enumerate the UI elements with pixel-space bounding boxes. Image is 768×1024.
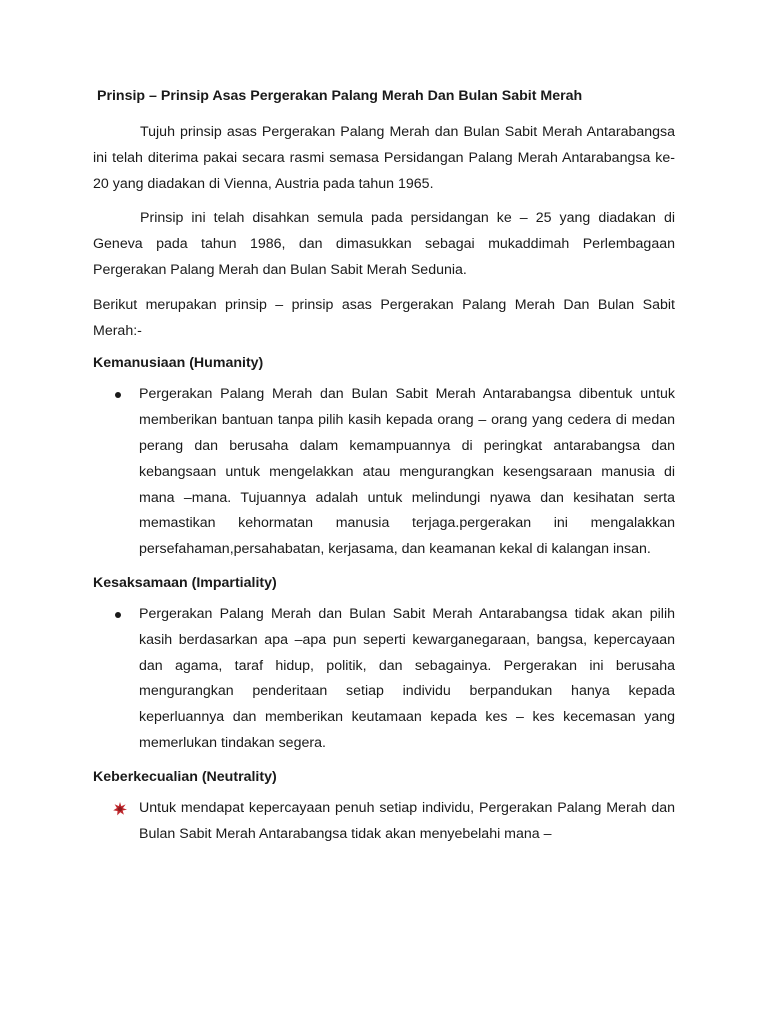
list-item-humanity xyxy=(93,382,675,563)
section-heading-impartiality: Kesaksamaan (Impartiality) xyxy=(93,574,277,591)
bullet-dot-icon xyxy=(115,392,121,398)
lead-in-block xyxy=(93,293,675,345)
intro-paragraph-1: Tujuh prinsip asas Pergerakan Palang Merah dan Bulan Sabit Merah Antarabangsa ini telah diterima pakai secara rasmi semasa Persidangan Palang Merah Antarabangsa ke- 20 yang diadakan di Vienna, Austria pada tahun 1965. xyxy=(93,124,675,192)
intro-paragraph-1-block xyxy=(93,120,675,197)
list-item-text: Untuk mendapat kepercayaan penuh setiap individu, Pergerakan Palang Merah dan Bulan Sabit Merah Antarabangsa tidak akan menyebelahi mana – xyxy=(139,799,675,842)
red-starburst-bullet-icon xyxy=(113,802,127,816)
document-title: Prinsip – Prinsip Asas Pergerakan Palang Merah Dan Bulan Sabit Merah xyxy=(97,88,583,104)
document-body xyxy=(93,86,675,857)
bullet-dot-icon xyxy=(115,612,121,618)
intro-paragraph-2-block xyxy=(93,206,675,283)
lead-in-paragraph: Berikut merupakan prinsip – prinsip asas Pergerakan Palang Merah Dan Bulan Sabit Merah:- xyxy=(93,296,675,339)
section-heading-neutrality: Keberkecualian (Neutrality) xyxy=(93,768,277,785)
list-item-text: Pergerakan Palang Merah dan Bulan Sabit Merah Antarabangsa dibentuk untuk memberikan bantuan tanpa pilih kasih kepada orang – orang yang cedera di medan perang dan berusaha dalam kemampuannya di peringkat antarabangsa dan kebangsaan untuk mengelakkan atau mengurangkan kesengsaraan manusia di mana –mana. Tujuannya adalah untuk melindungi nyawa dan kesihatan serta memastikan kehormatan manusia terjaga.pergerakan ini mengalakkan persefahaman,persahabatan, kerjasama, dan keamanan kekal di kalangan insan. xyxy=(139,386,675,558)
list-item-neutrality xyxy=(93,796,675,848)
section-heading-humanity: Kemanusiaan (Humanity) xyxy=(93,355,264,372)
list-item-impartiality xyxy=(93,602,675,757)
list-item-text: Pergerakan Palang Merah dan Bulan Sabit Merah Antarabangsa tidak akan pilih kasih berdasarkan apa –apa pun seperti kewarganegaraan, bangsa, kepercayaan dan agama, taraf hidup, politik, dan sebagainya. Pergerakan ini berusaha mengurangkan penderitaan setiap individu berpandukan hanya kepada keperluannya dan memberikan keutamaan kepada kes – kes kecemasan yang memerlukan tindakan segera. xyxy=(139,605,675,751)
intro-paragraph-2: Prinsip ini telah disahkan semula pada persidangan ke – 25 yang diadakan di Geneva pada tahun 1986, dan dimasukkan sebagai mukaddimah Perlembagaan Pergerakan Palang Merah dan Bulan Sabit Merah Sedunia. xyxy=(93,210,675,278)
